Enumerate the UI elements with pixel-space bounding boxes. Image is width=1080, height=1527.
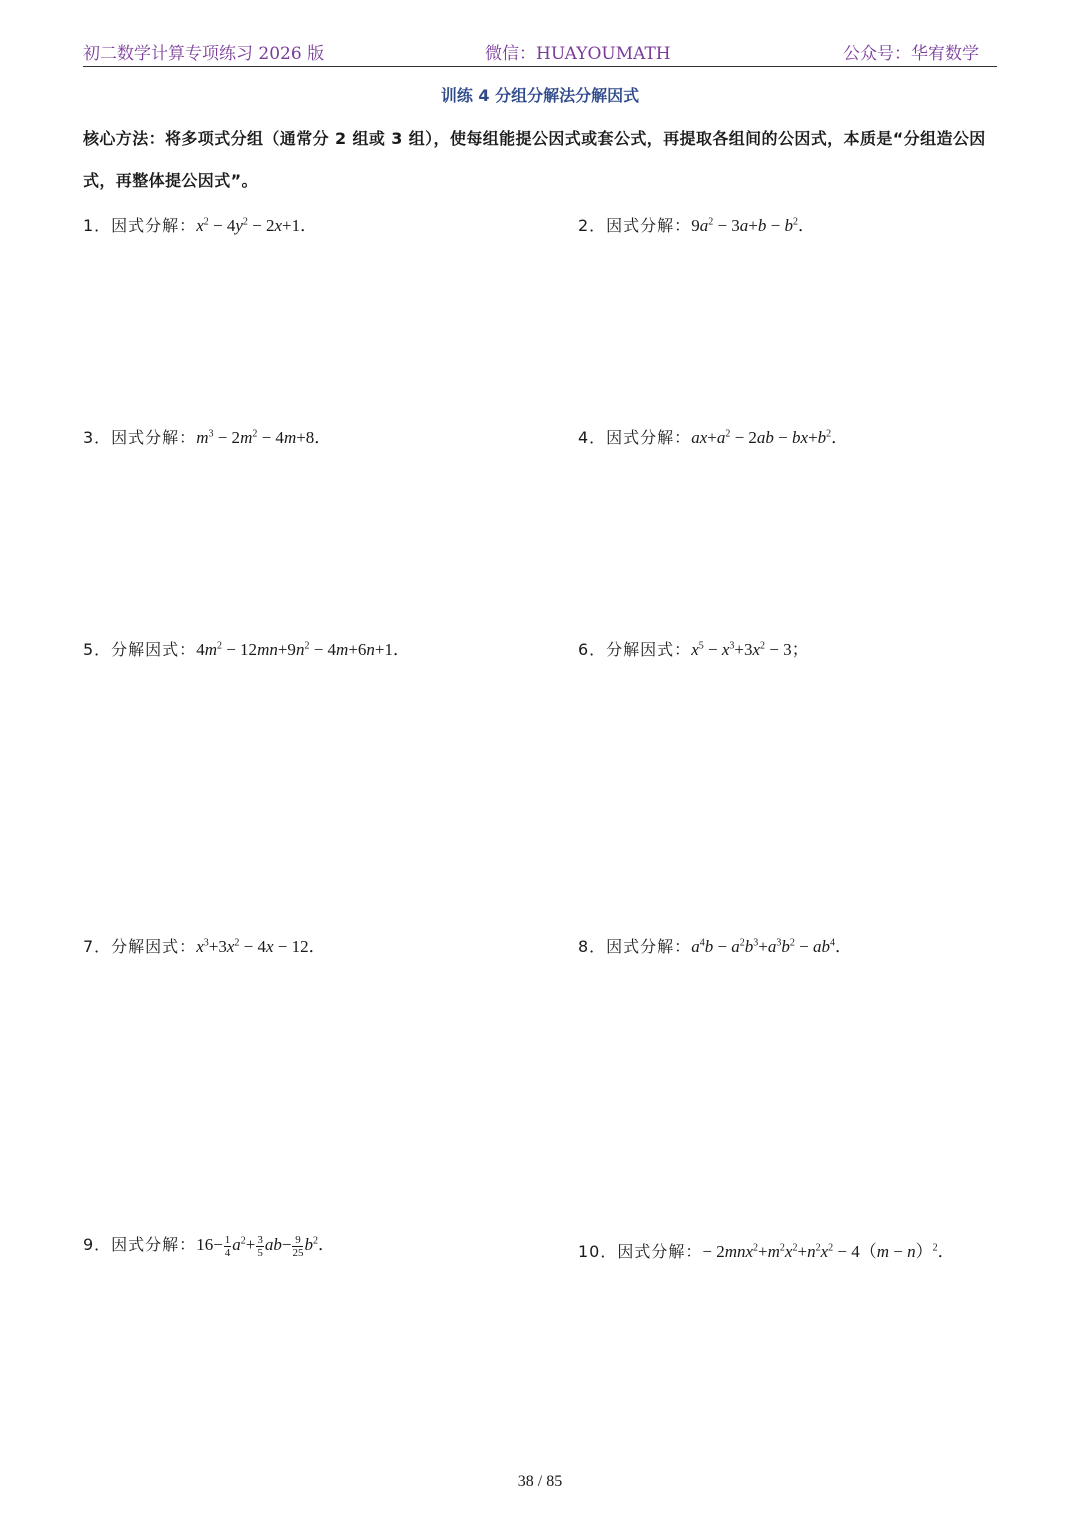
problem-4 xyxy=(578,423,848,448)
problem-8 xyxy=(578,932,852,957)
problem-label: 2．因式分解： xyxy=(578,216,692,235)
problem-expression: $ax+a^2 - 2ab - bx+b^2$． xyxy=(691,428,849,447)
header-book-title: 初二数学计算专项练习 2026 版 xyxy=(83,44,325,64)
section-title: 训练 4 分组分解法分解因式 xyxy=(440,86,640,105)
header-wechat: 微信：HUAYOUMATH xyxy=(485,44,671,64)
core-method-text: 核心方法：将多项式分组（通常分 2 组或 3 组），使每组能提公因式或套公式，再提取各组间的公因式，本质是“分组造公因式，再整体提公因式”。 xyxy=(83,129,986,190)
problem-expression: $x^5 - x^3+3x^2 - 3$； xyxy=(691,640,809,659)
problem-expression: − $2mnx^2+m^2x^2+n^2x^2 - 4(m - n)^2$． xyxy=(702,1242,955,1261)
problem-expression: 16− $\frac{1}{4}$ $a^2+$ $\frac{3}{5}$ ab− $\frac{9}{25}$ $b^2$． xyxy=(196,1233,335,1259)
problem-1 xyxy=(83,211,317,236)
problem-label: 1．因式分解： xyxy=(83,216,197,235)
problem-label: 9．因式分解： xyxy=(83,1235,197,1254)
problem-label: 8．因式分解： xyxy=(578,937,692,956)
problem-3 xyxy=(83,423,331,448)
page-header xyxy=(83,36,997,67)
problem-9 xyxy=(83,1230,335,1259)
problem-expression: $m^3 - 2m^2 - 4m+8$． xyxy=(196,428,332,447)
problem-label: 5．分解因式： xyxy=(83,640,197,659)
problem-expression: $4m^2 - 12mn+9n^2 - 4m+6n+1$． xyxy=(196,640,410,659)
problem-label: 4．因式分解： xyxy=(578,428,692,447)
problem-label: 10．因式分解： xyxy=(578,1242,703,1261)
problem-expression: $a^4b - a^2b^3+a^3b^2 - ab^4$． xyxy=(691,937,852,956)
header-account: 公众号：华宥数学 xyxy=(843,44,979,64)
problem-label: 6．分解因式： xyxy=(578,640,692,659)
problem-expression: $9a^2 - 3a+b - b^2$． xyxy=(691,216,815,235)
problem-label: 3．因式分解： xyxy=(83,428,197,447)
problem-5 xyxy=(83,635,410,660)
problem-label: 7．分解因式： xyxy=(83,937,197,956)
problem-7 xyxy=(83,932,326,957)
page-number: 38 / 85 xyxy=(517,1473,563,1490)
problem-expression: $x^2 - 4y^2 - 2x+1$． xyxy=(196,216,318,235)
problem-2 xyxy=(578,211,815,236)
problem-expression: $x^3+3x^2 - 4x - 12$． xyxy=(196,937,326,956)
problem-6 xyxy=(578,635,809,660)
problem-10 xyxy=(578,1237,955,1262)
